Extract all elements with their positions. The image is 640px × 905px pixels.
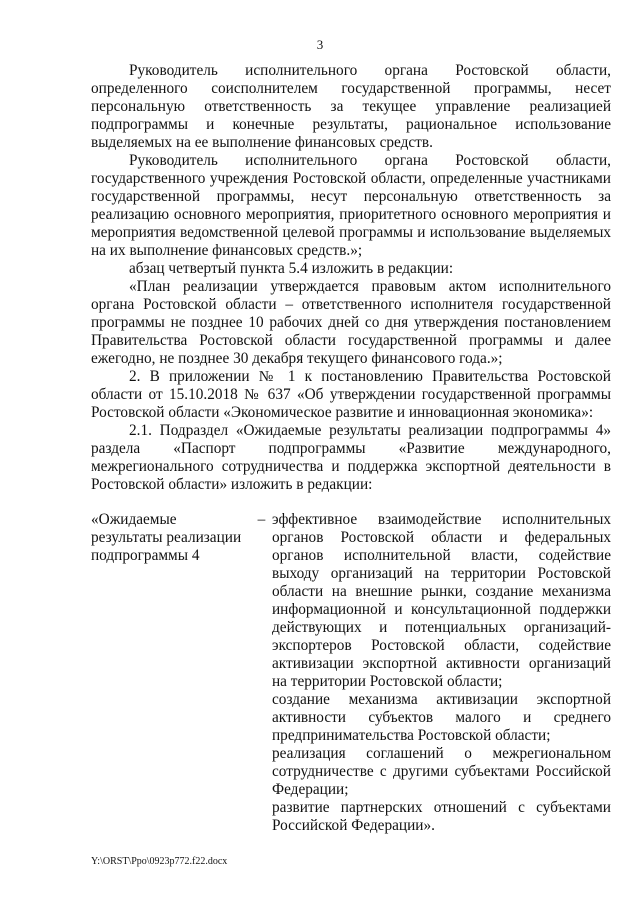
footer-file-path: Y:\ORST\Ppo\0923p772.f22.docx	[91, 856, 228, 867]
passport-label: «Ожидаемые результаты реализации подпрограммы 4	[91, 511, 242, 564]
document-body	[91, 62, 611, 494]
page-number: 3	[316, 37, 324, 52]
passport-item: создание механизма активизации экспортной активности субъектов малого и среднего предпринимательства Ростовской области;	[272, 691, 611, 744]
passport-item: развитие партнерских отношений с субъектами Российской Федерации».	[272, 799, 611, 834]
paragraph-appendix-reference: 2. В приложении № 1 к постановлению Правительства Ростовской области от 15.10.2018 № 637 «Об утверждении государственной программы Ростовской области «Экономическое развитие и инновационная экономика»:	[91, 368, 611, 421]
paragraph-amendment-intro: абзац четвертый пункта 5.4 изложить в редакции:	[129, 260, 454, 277]
passport-content	[272, 511, 611, 835]
passport-dash: –	[257, 511, 266, 528]
paragraph-subsection-reference: 2.1. Подраздел «Ожидаемые результаты реализации подпрограммы 4» раздела «Паспорт подпрограммы «Развитие международного, межрегионального сотрудничества и поддержка экспортной деятельности в Ростовской области» изложить в редакции:	[91, 422, 611, 493]
paragraph-implementation-plan: «План реализации утверждается правовым актом исполнительного органа Ростовской области – ответственного исполнителя государственной программы не позднее 10 рабочих дней со дня утверждения постановлением Правительства Ростовской области государственной программы и далее ежегодно, не позднее 30 декабря текущего финансового года.»;	[91, 278, 611, 367]
passport-table	[91, 511, 611, 835]
passport-item: эффективное взаимодействие исполнительных органов Ростовской области и федеральных органов исполнительной власти, содействие выходу организаций на территории Ростовской области на внешние рынки, создание механизма информационной и консультационной поддержки действующих и потенциальных организаций-экспортеров Ростовской области, содействие активизации экспортной активности организаций на территории Ростовской области;	[272, 511, 611, 690]
paragraph-participant-responsibility: Руководитель исполнительного органа Ростовской области, государственного учреждения Ростовской области, определенные участниками государственной программы, несут персональную ответственность за реализацию основного мероприятия, приоритетного основного мероприятия и мероприятия ведомственной целевой программы и использование выделяемых на их выполнение финансовых средств.»;	[91, 152, 611, 259]
paragraph-coexecutor-responsibility: Руководитель исполнительного органа Ростовской области, определенного соисполнителем государственной программы, несет персональную ответственность за текущее управление реализацией подпрограммы и конечные результаты, рациональное использование выделяемых на ее выполнение финансовых средств.	[91, 62, 611, 151]
passport-item: реализация соглашений о межрегиональном сотрудничестве с другими субъектами Российской Федерации;	[272, 745, 611, 798]
